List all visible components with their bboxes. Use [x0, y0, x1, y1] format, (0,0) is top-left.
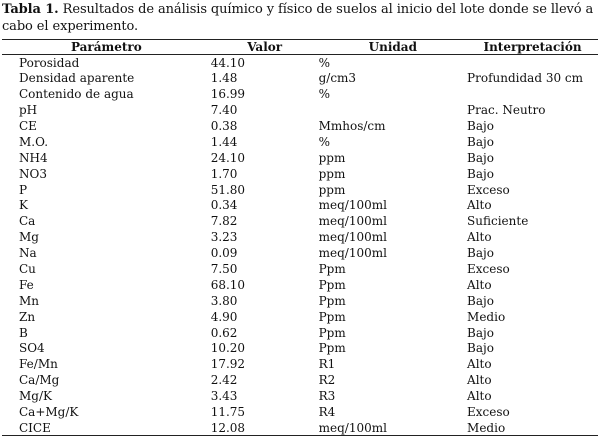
- table-row: [2, 293, 598, 309]
- table-row: [2, 372, 598, 388]
- parameter-cell: Densidad aparente: [19, 71, 135, 86]
- parameter-cell: pH: [19, 103, 38, 118]
- value-cell: 51.80: [210, 182, 246, 197]
- value-cell: 1.70: [210, 166, 238, 181]
- parameter-cell: NO3: [19, 166, 47, 181]
- table-row: [2, 150, 598, 166]
- unit-cell: meq/100ml: [318, 198, 387, 213]
- unit-cell: ppm: [318, 182, 346, 197]
- table-row: [2, 70, 598, 86]
- value-cell: 3.23: [210, 230, 238, 245]
- unit-cell: Ppm: [318, 277, 346, 292]
- caption-text: Resultados de análisis químico y físico de suelos al inicio del lote donde se llevó a cabo el experimento.: [2, 2, 594, 34]
- value-cell: 44.10: [210, 55, 246, 70]
- parameter-cell: Ca/Mg: [19, 373, 60, 388]
- table-row: [2, 166, 598, 182]
- value-cell: 7.82: [210, 214, 238, 229]
- parameter-cell: CICE: [19, 420, 51, 435]
- table-row: [2, 86, 598, 102]
- unit-cell: meq/100ml: [318, 230, 387, 245]
- interpretation-cell: [467, 86, 598, 102]
- interpretation-cell: Exceso: [467, 405, 510, 420]
- unit-cell: ppm: [318, 166, 346, 181]
- header-parametro: Parámetro: [70, 40, 142, 54]
- unit-cell: [319, 102, 467, 118]
- header-row: [2, 40, 598, 55]
- value-cell: 4.90: [210, 309, 238, 324]
- unit-cell: meq/100ml: [318, 420, 387, 435]
- parameter-cell: P: [19, 182, 28, 197]
- table-row: [2, 277, 598, 293]
- unit-cell: meq/100ml: [318, 246, 387, 261]
- interpretation-cell: Medio: [467, 309, 506, 324]
- unit-cell: Mmhos/cm: [318, 119, 386, 133]
- table-row: [2, 261, 598, 277]
- value-cell: 1.48: [210, 71, 238, 86]
- unit-cell: R3: [318, 389, 336, 404]
- interpretation-cell: Exceso: [467, 182, 510, 197]
- table-row: [2, 404, 598, 420]
- unit-cell: Ppm: [318, 262, 346, 277]
- table-row: [2, 325, 598, 341]
- value-cell: 7.50: [210, 262, 238, 277]
- interpretation-cell: Bajo: [467, 150, 494, 165]
- value-cell: 17.92: [210, 357, 246, 372]
- table-row: [2, 388, 598, 404]
- table-row: [2, 102, 598, 118]
- value-cell: 1.44: [210, 134, 238, 149]
- interpretation-cell: Alto: [467, 198, 492, 213]
- value-cell: 0.34: [210, 198, 238, 213]
- table-body: [2, 55, 598, 436]
- value-cell: 16.99: [210, 87, 246, 102]
- value-cell: 0.09: [210, 246, 238, 261]
- table-row: [2, 341, 598, 357]
- parameter-cell: NH4: [19, 150, 48, 165]
- unit-cell: R4: [318, 405, 336, 420]
- value-cell: 3.43: [210, 389, 238, 404]
- parameter-cell: SO4: [19, 341, 45, 356]
- interpretation-cell: Bajo: [467, 166, 494, 181]
- value-cell: 11.75: [210, 405, 246, 420]
- interpretation-cell: Alto: [467, 277, 492, 292]
- interpretation-cell: Medio: [467, 420, 506, 435]
- header-interpretacion: Interpretación: [483, 40, 582, 54]
- unit-cell: Ppm: [318, 341, 346, 356]
- value-cell: 68.10: [210, 277, 246, 292]
- parameter-cell: M.O.: [19, 134, 49, 149]
- value-cell: 2.42: [210, 373, 238, 388]
- table-header: [2, 40, 598, 55]
- value-cell: 3.80: [210, 293, 238, 308]
- parameter-cell: Contenido de agua: [19, 87, 134, 102]
- value-cell: 24.10: [210, 150, 246, 165]
- table-row: [2, 118, 598, 134]
- table-row: [2, 309, 598, 325]
- parameter-cell: Na: [19, 246, 37, 261]
- interpretation-cell: Alto: [467, 373, 492, 388]
- interpretation-cell: Bajo: [467, 325, 494, 340]
- unit-cell: %: [318, 87, 331, 102]
- table-row: [2, 198, 598, 214]
- unit-cell: Ppm: [318, 309, 346, 324]
- unit-cell: R2: [318, 373, 336, 388]
- interpretation-cell: [467, 55, 598, 71]
- table-row: [2, 55, 598, 71]
- soil-analysis-table: [2, 39, 598, 436]
- unit-cell: meq/100ml: [318, 214, 387, 229]
- header-unidad: Unidad: [368, 40, 417, 54]
- table-row: [2, 182, 598, 198]
- unit-cell: Ppm: [318, 325, 346, 340]
- caption-label: Tabla 1.: [2, 2, 59, 17]
- interpretation-cell: Bajo: [467, 119, 494, 133]
- parameter-cell: Ca+Mg/K: [19, 405, 79, 420]
- unit-cell: ppm: [318, 150, 346, 165]
- unit-cell: R1: [318, 357, 336, 372]
- interpretation-cell: Prac. Neutro: [467, 103, 546, 118]
- parameter-cell: B: [19, 325, 28, 340]
- unit-cell: %: [318, 55, 331, 70]
- table-row: [2, 134, 598, 150]
- interpretation-cell: Bajo: [467, 246, 494, 261]
- table-row: [2, 420, 598, 436]
- interpretation-cell: Alto: [467, 357, 492, 372]
- parameter-cell: Zn: [19, 309, 36, 324]
- parameter-cell: Cu: [19, 262, 36, 277]
- table-row: [2, 213, 598, 229]
- interpretation-cell: Alto: [467, 389, 492, 404]
- value-cell: 0.38: [210, 119, 238, 133]
- parameter-cell: Fe: [19, 277, 34, 292]
- interpretation-cell: Bajo: [467, 293, 494, 308]
- parameter-cell: Ca: [19, 214, 36, 229]
- table-row: [2, 229, 598, 245]
- interpretation-cell: Alto: [467, 230, 492, 245]
- unit-cell: %: [318, 134, 331, 149]
- value-cell: 10.20: [210, 341, 246, 356]
- parameter-cell: K: [19, 198, 28, 213]
- interpretation-cell: Exceso: [467, 262, 510, 277]
- interpretation-cell: Suficiente: [467, 214, 529, 229]
- interpretation-cell: Bajo: [467, 134, 494, 149]
- parameter-cell: Mg: [19, 230, 39, 245]
- parameter-cell: Porosidad: [19, 55, 80, 70]
- value-cell: 7.40: [210, 103, 238, 118]
- unit-cell: Ppm: [318, 293, 346, 308]
- interpretation-cell: Profundidad 30 cm: [467, 71, 583, 86]
- interpretation-cell: Bajo: [467, 341, 494, 356]
- table-row: [2, 356, 598, 372]
- value-cell: 0.62: [210, 325, 238, 340]
- table-row: [2, 245, 598, 261]
- parameter-cell: CE: [19, 119, 37, 133]
- parameter-cell: Fe/Mn: [19, 357, 58, 372]
- parameter-cell: Mg/K: [19, 389, 52, 404]
- parameter-cell: Mn: [19, 293, 40, 308]
- unit-cell: g/cm3: [318, 71, 357, 86]
- header-valor: Valor: [247, 40, 283, 54]
- table-caption: [2, 1, 598, 35]
- value-cell: 12.08: [210, 420, 246, 435]
